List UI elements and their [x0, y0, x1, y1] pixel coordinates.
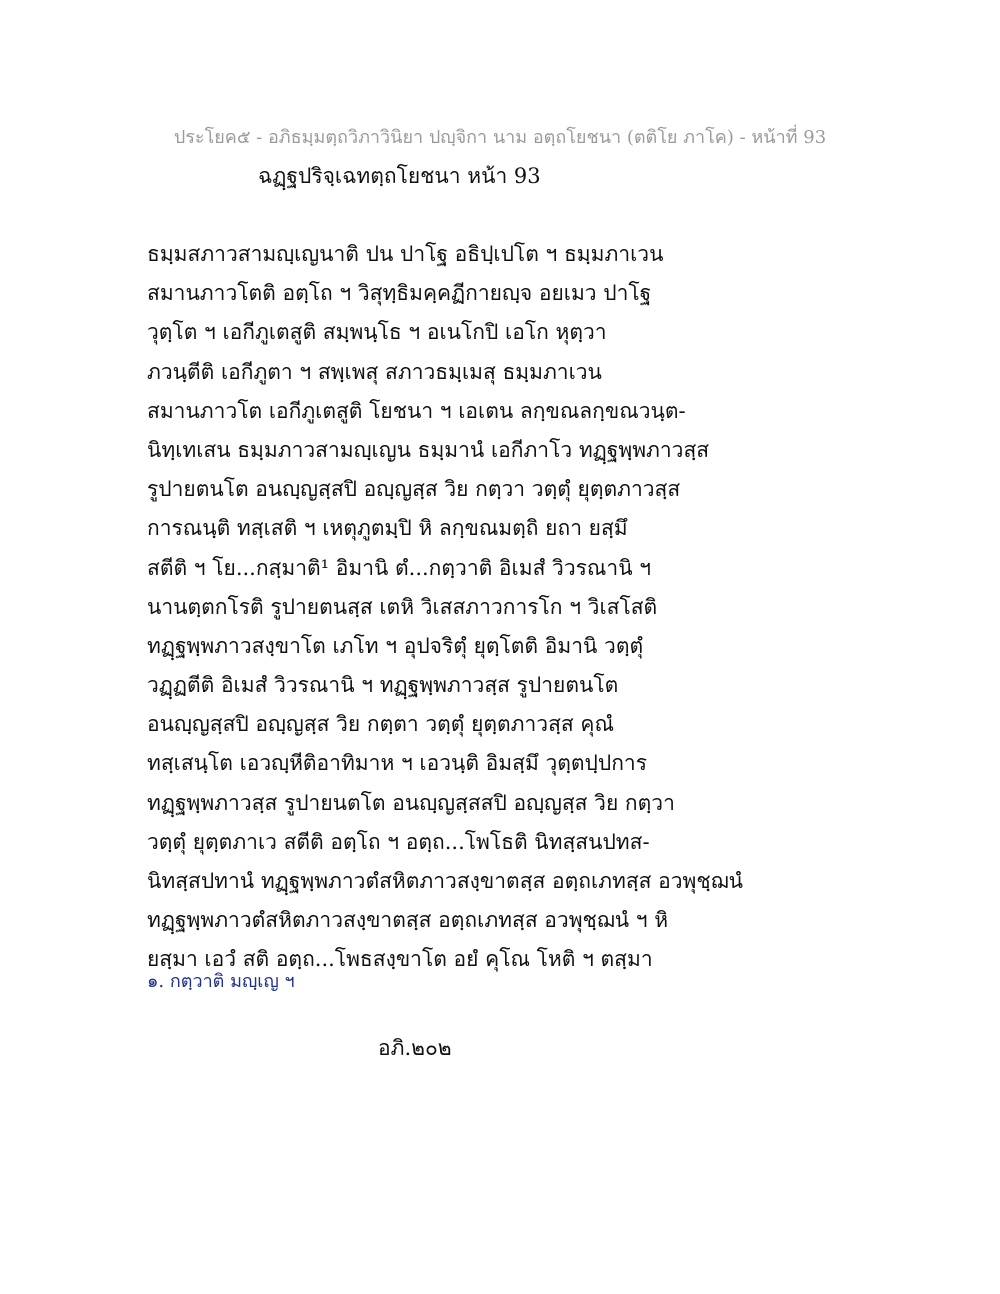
text-line: นานตฺตกโรติ รูปายตนสฺส เตหิ วิเสสภาวการโก ฯ วิเสโสติ: [147, 594, 658, 619]
text-line: ทฏฺฐพฺพภาวสฺส รูปายนตโต อนญฺญสฺสสปิ อญฺญสฺส วิย กตฺวา: [147, 790, 675, 815]
running-header-text: ประโยค๕ - อภิธมฺมตฺถวิภาวินิยา ปญฺจิกา นาม อตฺถโยชนา (ตติโย ภาโค) - หน้าที่ 93: [173, 127, 827, 148]
text-line: การณนฺติ ทสฺเสติ ฯ เหตุภูตมฺปิ หิ ลกฺขณมตฺถิ ยถา ยสฺมึ: [147, 516, 628, 541]
text-line: นิทฺเทเสน ธมฺมภาวสามญฺเญน ธมฺมานํ เอกีภาโว ทฏฺฐพฺพภาวสฺส: [147, 437, 710, 462]
text-line: รูปายตนโต อนญฺญสฺสปิ อญฺญสฺส วิย กตฺวา วตฺตุํ ยุตฺตภาวสฺส: [147, 477, 681, 502]
text-line: วฏฺฏตีติ อิเมสํ วิวรณานิ ฯ ทฏฺฐพฺพภาวสฺส รูปายตนโต: [147, 673, 619, 698]
footnote: ๑. กตฺวาติ มญฺเญ ฯ: [147, 971, 295, 992]
text-line: ภวนฺตีติ เอกีภูตา ฯ สพฺเพสุ สภาวธมฺเมสุ ธมฺมภาเวน: [147, 359, 602, 384]
page-reference: อภิ.๒๐๒: [378, 1036, 452, 1060]
text-line: ทฏฺฐพฺพภาวตํสหิตภาวสงฺขาตสฺส อตฺถเภทสฺส อวพุชฺฌนํ ฯ หิ: [147, 908, 669, 933]
text-line: นิทสฺสปทานํ ทฏฺฐพฺพภาวตํสหิตภาวสงฺขาตสฺส อตฺถเภทสฺส อวพุชฺฌนํ: [147, 869, 743, 893]
text-line: วตฺตุํ ยุตฺตภาเว สตีติ อตฺโถ ฯ อตฺถ...โพโธติ นิทสฺสนปทส-: [147, 829, 650, 854]
text-line: อนญฺญสฺสปิ อญฺญสฺส วิย กตฺตา วตฺตุํ ยุตฺตภาวสฺส คุณํ: [147, 712, 614, 737]
text-line: ทฏฺฐพฺพภาวสงฺขาโต เภโท ฯ อุปจริตุํ ยุตฺโตติ อิมานิ วตฺตุํ: [147, 633, 644, 658]
text-line: วุตฺโต ฯ เอกีภูเตสูติ สมฺพนฺโธ ฯ อเนโกปิ เอโก หุตฺวา: [147, 320, 607, 345]
text-line: สมานภาวโต เอกีภูเตสูติ โยชนา ฯ เอเตน ลกฺขณลกฺขณวนฺต-: [147, 398, 686, 423]
text-line: ทสฺเสนฺโต เอวญฺหีติอาทิมาห ฯ เอวนฺติ อิมสฺมึ วุตฺตปฺปการ: [147, 751, 647, 776]
text-line: ธมฺมสภาวสามญฺเญนาติ ปน ปาโฐ อธิปฺเปโต ฯ ธมฺมภาเวน: [147, 242, 664, 266]
text-line: ยสฺมา เอวํ สติ อตฺถ...โพธสงฺขาโต อยํ คุโณ โหติ ฯ ตสฺมา: [147, 947, 653, 972]
body-text: [147, 238, 847, 983]
text-line: สมานภาวโตติ อตฺโถ ฯ วิสุทฺธิมคฺคฏีกายญฺจ อยเมว ปาโฐ: [147, 281, 652, 306]
running-header: [0, 122, 1000, 151]
section-title: ฉฏฺฐปริจฺเฉทตฺถโยชนา หน้า 93: [258, 164, 541, 188]
text-line: สตีติ ฯ โย...กสฺมาติ¹ อิมานิ ตํ...กตฺวาติ อิเมสํ วิวรณานิ ฯ: [147, 555, 652, 580]
